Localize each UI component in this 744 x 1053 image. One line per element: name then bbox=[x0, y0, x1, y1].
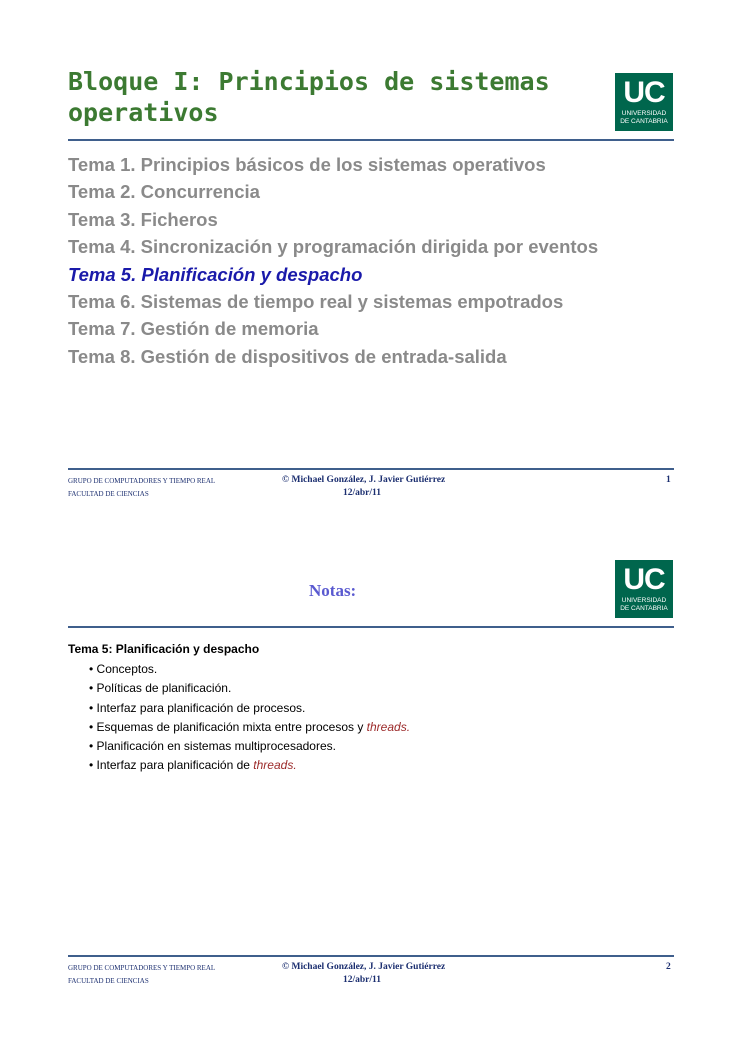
footer-faculty-1: FACULTAD DE CIENCIAS bbox=[68, 490, 149, 498]
notes-item bbox=[89, 718, 410, 737]
topic-item: Tema 4. Sincronización y programación dirigida por eventos bbox=[68, 236, 599, 258]
topic-item: Tema 3. Ficheros bbox=[68, 208, 218, 230]
uc-logo-line-1: UNIVERSIDAD bbox=[621, 597, 667, 604]
footer-divider-2 bbox=[68, 955, 674, 957]
slide-title bbox=[68, 66, 588, 128]
uc-logo-line-2: DE CANTABRIA bbox=[620, 605, 668, 612]
notes-heading: Tema 5: Planificación y despacho bbox=[68, 642, 260, 656]
notes-item-emphasis: threads. bbox=[253, 758, 297, 773]
footer-page-number-1: 1 bbox=[666, 475, 671, 485]
topic-item: Tema 8. Gestión de dispositivos de entrada-salida bbox=[68, 345, 507, 367]
footer-divider-1 bbox=[68, 468, 674, 470]
notes-divider bbox=[68, 626, 674, 628]
notes-item bbox=[89, 660, 410, 679]
footer-faculty-2: FACULTAD DE CIENCIAS bbox=[68, 977, 149, 985]
topic-item-current: Tema 5. Planificación y despacho bbox=[68, 263, 363, 285]
notes-item-text: • Interfaz para planificación de procesos. bbox=[89, 700, 306, 715]
notes-item-text: • Esquemas de planificación mixta entre procesos y bbox=[89, 719, 367, 734]
footer-group-2: GRUPO DE COMPUTADORES Y TIEMPO REAL bbox=[68, 964, 216, 972]
uc-logo-line-2: DE CANTABRIA bbox=[620, 118, 668, 125]
footer-page-number-2: 2 bbox=[666, 962, 671, 972]
topic-list bbox=[68, 151, 598, 370]
topic-item: Tema 1. Principios básicos de los sistemas operativos bbox=[68, 154, 546, 175]
notes-item bbox=[89, 737, 410, 756]
notes-item bbox=[89, 756, 410, 775]
topic-item: Tema 6. Sistemas de tiempo real y sistemas empotrados bbox=[68, 291, 564, 313]
footer-group-1: GRUPO DE COMPUTADORES Y TIEMPO REAL bbox=[68, 477, 216, 485]
footer-date-1: 12/abr/11 bbox=[343, 488, 382, 498]
notes-item-text: • Planificación en sistemas multiprocesadores. bbox=[89, 739, 336, 754]
notes-item-text: • Conceptos. bbox=[89, 662, 158, 676]
footer-authors-1: © Michael González, J. Javier Gutiérrez bbox=[282, 475, 446, 485]
slide-title-line-2: operativos bbox=[68, 98, 219, 127]
notes-body bbox=[68, 641, 410, 776]
slide-title-line-1: Bloque I: Principios de sistemas bbox=[68, 67, 550, 96]
uc-logo-mark: UC bbox=[623, 563, 665, 596]
notes-item bbox=[89, 679, 410, 698]
uc-logo-mark: UC bbox=[623, 76, 665, 109]
uc-logo-notes bbox=[615, 560, 673, 618]
notes-item bbox=[89, 699, 410, 718]
notes-item-text: • Interfaz para planificación de bbox=[89, 758, 254, 773]
uc-logo bbox=[615, 73, 673, 131]
topic-item: Tema 2. Concurrencia bbox=[68, 181, 260, 203]
footer-date-2: 12/abr/11 bbox=[343, 975, 382, 985]
notes-item-emphasis: threads. bbox=[366, 719, 411, 734]
footer-authors-2: © Michael González, J. Javier Gutiérrez bbox=[282, 962, 446, 972]
topic-item: Tema 7. Gestión de memoria bbox=[68, 318, 319, 340]
notes-list bbox=[68, 660, 410, 776]
notes-title: Notas: bbox=[309, 581, 357, 600]
notes-item-text: • Políticas de planificación. bbox=[89, 681, 232, 696]
title-divider bbox=[68, 139, 674, 141]
uc-logo-line-1: UNIVERSIDAD bbox=[621, 110, 667, 117]
